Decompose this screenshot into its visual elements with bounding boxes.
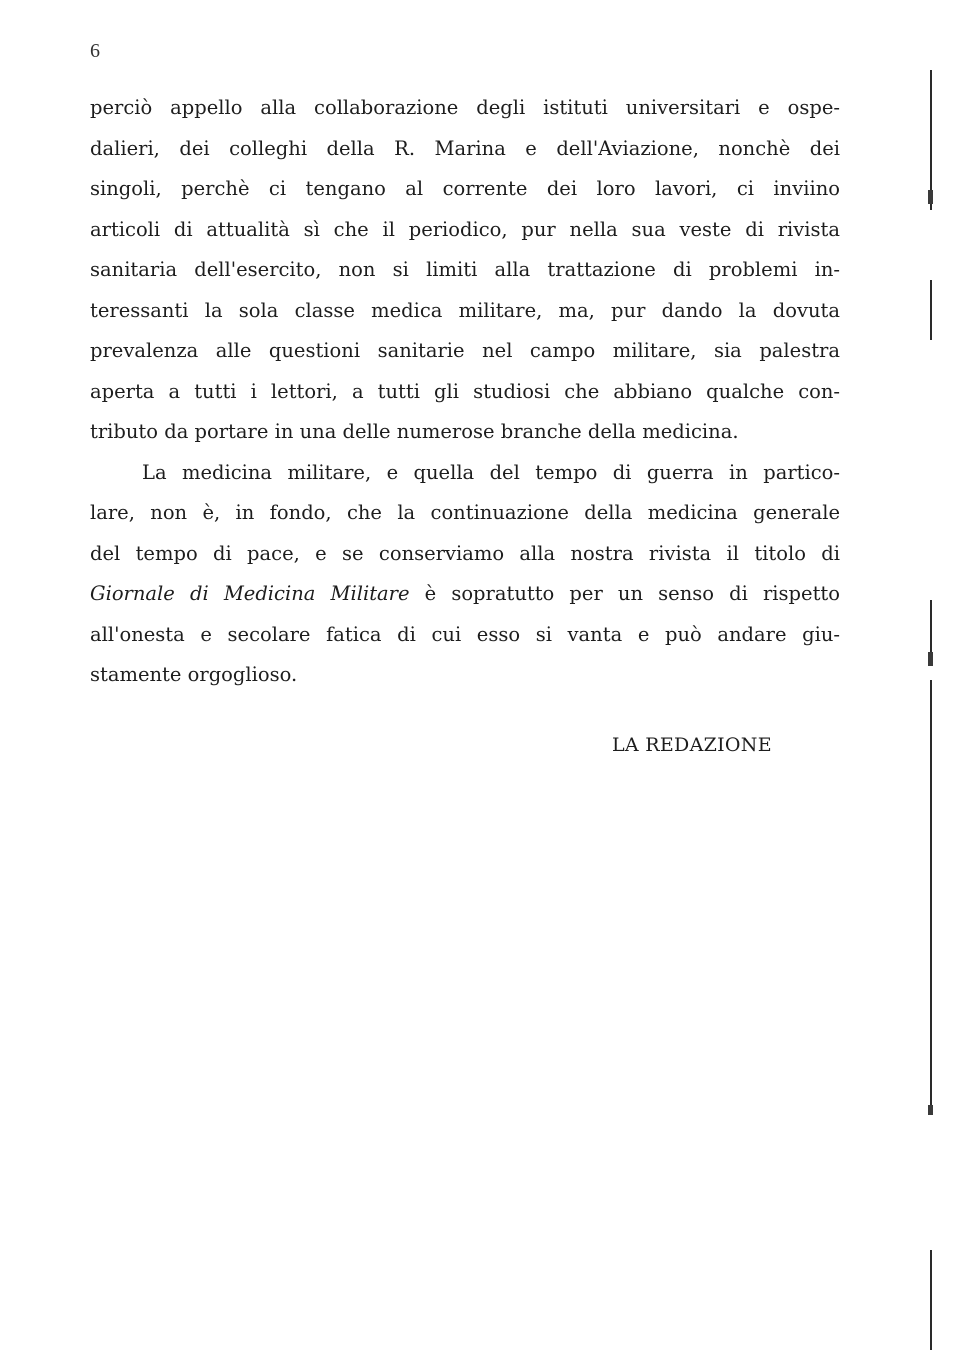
text-line: La medicina militare, e quella del tempo di guerra in partico- bbox=[142, 460, 840, 484]
text-line: teressanti la sola classe medica militare, ma, pur dando la dovuta bbox=[90, 298, 840, 322]
text-line: dalieri, dei colleghi della R. Marina e dell'Aviazione, nonchè dei bbox=[90, 136, 840, 160]
page-number: 6 bbox=[90, 40, 100, 62]
text-line: aperta a tutti i lettori, a tutti gli studiosi che abbiano qualche con- bbox=[90, 379, 840, 403]
body-text bbox=[90, 88, 840, 696]
journal-line-rest: è sopratutto per un senso di rispetto bbox=[409, 582, 840, 605]
text-line: all'onesta e secolare fatica di cui esso si vanta e può andare giu- bbox=[90, 622, 840, 646]
scan-edge-line bbox=[930, 600, 932, 660]
signature: LA REDAZIONE bbox=[612, 734, 772, 756]
text-line: lare, non è, in fondo, che la continuazione della medicina generale bbox=[90, 501, 840, 524]
scan-edge-line bbox=[930, 280, 932, 340]
text-line: singoli, perchè ci tengano al corrente dei loro lavori, ci inviino bbox=[90, 177, 840, 200]
text-line: perciò appello alla collaborazione degli istituti universitari e ospe- bbox=[90, 96, 840, 119]
scan-edge-line bbox=[930, 680, 932, 1040]
text-line: stamente orgoglioso. bbox=[90, 663, 298, 686]
scan-edge-mark bbox=[928, 190, 933, 204]
text-line: prevalenza alle questioni sanitarie nel campo militare, sia palestra bbox=[90, 339, 840, 362]
scan-edge-mark bbox=[928, 1105, 933, 1115]
text-line: tributo da portare in una delle numerose branche della medicina. bbox=[90, 420, 739, 443]
scan-edge-line bbox=[930, 1250, 932, 1350]
scan-edge-line bbox=[930, 70, 932, 210]
scan-edge-line bbox=[930, 1030, 932, 1110]
text-line: del tempo di pace, e se conserviamo alla nostra rivista il titolo di bbox=[90, 541, 840, 565]
scan-edge-mark bbox=[928, 652, 933, 666]
journal-title-line bbox=[90, 574, 840, 615]
text-line: articoli di attualità sì che il periodico, pur nella sua veste di rivista bbox=[90, 217, 840, 241]
journal-title: Giornale di Medicina Militare bbox=[90, 582, 410, 605]
text-line: sanitaria dell'esercito, non si limiti alla trattazione di problemi in- bbox=[90, 258, 840, 281]
